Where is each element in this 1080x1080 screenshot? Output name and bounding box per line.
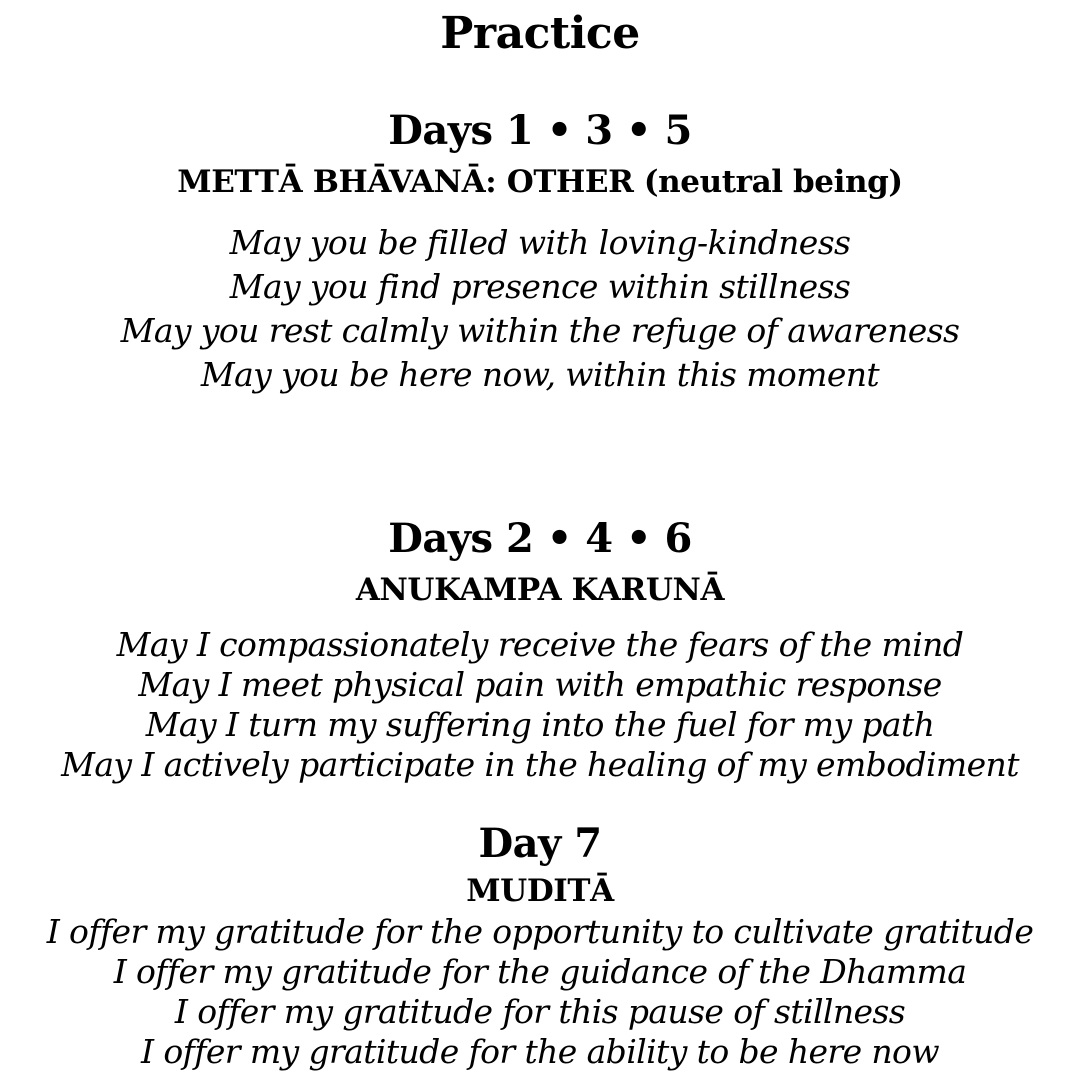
verse-line: May I turn my suffering into the fuel for my path — [145, 705, 935, 744]
practice-section-days-2-4-6 — [0, 515, 1080, 785]
verse-line: May you find presence within stillness — [229, 267, 851, 306]
practice-subtitle: MUDITĀ — [466, 873, 614, 909]
verse-line: May I actively participate in the healing of my embodiment — [61, 745, 1019, 784]
verse-line: I offer my gratitude for the guidance of the Dhamma — [113, 952, 967, 991]
page-title: Practice — [440, 8, 640, 59]
verse-block — [0, 625, 1080, 785]
verse-line: I offer my gratitude for this pause of stillness — [174, 992, 906, 1031]
practice-section-days-1-3-5 — [0, 107, 1080, 397]
day-heading: Days 2 • 4 • 6 — [388, 515, 692, 562]
verse-line: May I compassionately receive the fears of the mind — [116, 625, 964, 664]
verse-line: May I meet physical pain with empathic response — [138, 665, 942, 704]
day-heading: Days 1 • 3 • 5 — [388, 107, 692, 154]
day-heading: Day 7 — [478, 820, 602, 867]
verse-block — [0, 221, 1080, 397]
verse-line: May you be here now, within this moment — [200, 355, 880, 394]
verse-line: May you be filled with loving-kindness — [229, 223, 851, 262]
practice-subtitle: ANUKAMPA KARUNĀ — [355, 572, 725, 608]
verse-block — [0, 912, 1080, 1072]
verse-line: May you rest calmly within the refuge of awareness — [120, 311, 960, 350]
verse-line: I offer my gratitude for the opportunity to cultivate gratitude — [46, 912, 1034, 951]
verse-line: I offer my gratitude for the ability to be here now — [141, 1032, 939, 1071]
practice-subtitle: METTĀ BHĀVANĀ: OTHER (neutral being) — [177, 164, 903, 200]
practice-section-day-7 — [0, 820, 1080, 1072]
